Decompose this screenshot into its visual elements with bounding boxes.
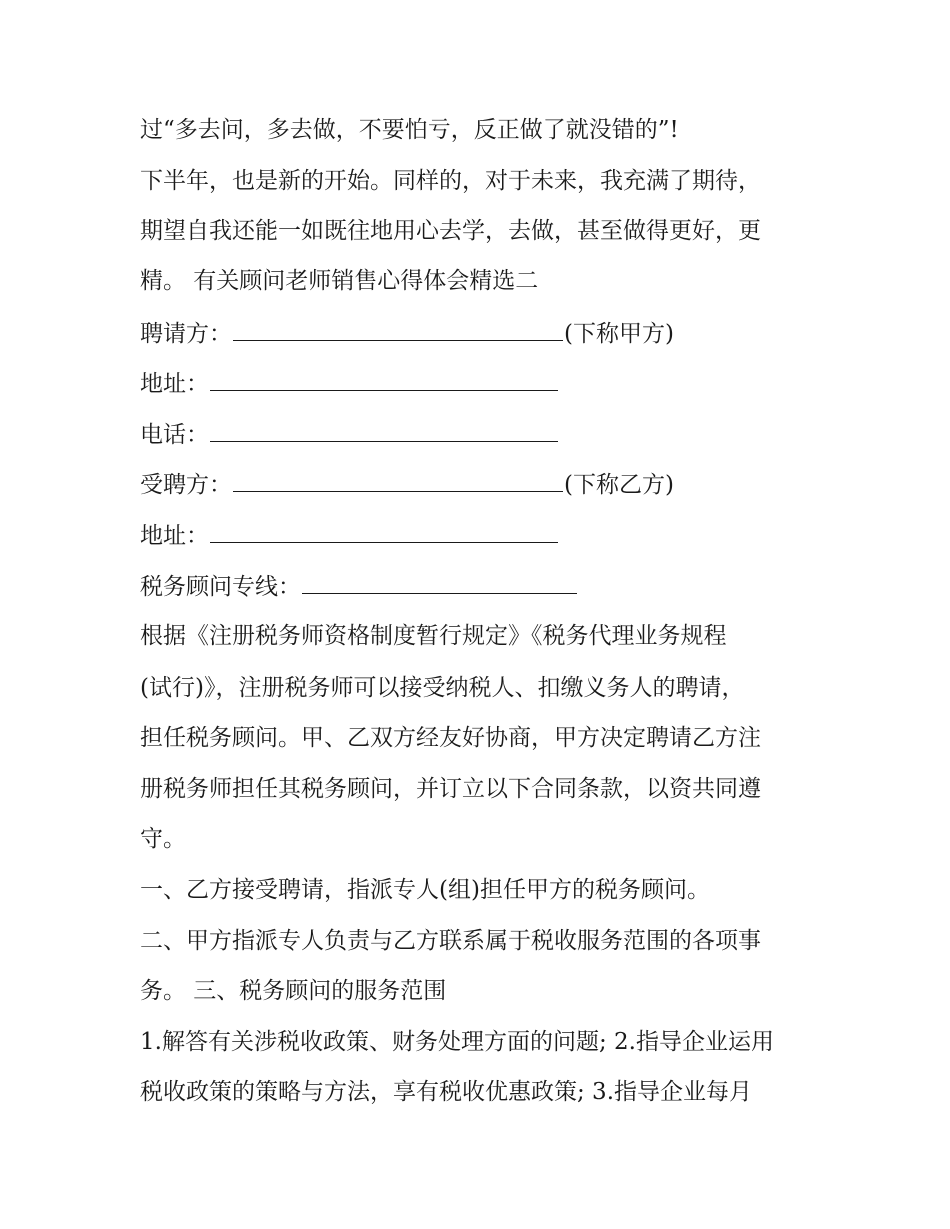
body-line: 1.解答有关涉税收政策、财务处理方面的问题; 2.指导企业运用 (140, 1029, 774, 1055)
body-line: 一、乙方接受聘请，指派专人(组)担任甲方的税务顾问。 (140, 877, 710, 903)
phone-label: 电话： (140, 422, 209, 448)
body-line: 税收政策的策略与方法，享有税收优惠政策; 3.指导企业每月 (140, 1079, 753, 1105)
address2-row (140, 520, 559, 551)
phone-blank[interactable] (210, 419, 558, 442)
address1-blank[interactable] (210, 368, 558, 391)
address1-row (140, 368, 559, 399)
text-line: 期望自我还能一如既往地用心去学，去做，甚至做得更好，更 (140, 218, 761, 244)
hotline-label: 税务顾问专线： (140, 574, 301, 600)
address1-label: 地址： (140, 371, 209, 397)
employer-label: 聘请方： (140, 321, 232, 347)
hotline-row (140, 571, 578, 602)
text-line: 精。 有关顾问老师销售心得体会精选二 (140, 268, 539, 294)
body-line: 根据《注册税务师资格制度暂行规定》《税务代理业务规程 (140, 623, 727, 649)
body-line: 担任税务顾问。甲、乙双方经友好协商，甲方决定聘请乙方注 (140, 725, 761, 751)
address2-blank[interactable] (210, 520, 558, 543)
phone-row (140, 419, 559, 450)
employee-label: 受聘方： (140, 472, 232, 498)
employer-row (140, 318, 674, 349)
employee-blank[interactable] (233, 469, 563, 492)
hotline-blank[interactable] (302, 571, 577, 594)
body-line: 守。 (140, 826, 186, 852)
employer-suffix: (下称甲方) (564, 321, 674, 347)
text-line: 过“多去问，多去做，不要怕亏，反正做了就没错的”! (140, 117, 679, 143)
employer-blank[interactable] (233, 318, 563, 341)
text-line: 下半年，也是新的开始。同样的，对于未来，我充满了期待， (140, 168, 761, 194)
employee-row (140, 469, 674, 500)
body-line: (试行)》，注册税务师可以接受纳税人、扣缴义务人的聘请， (140, 675, 745, 701)
employee-suffix: (下称乙方) (564, 472, 674, 498)
body-line: 册税务师担任其税务顾问，并订立以下合同条款，以资共同遵 (140, 776, 761, 802)
body-line: 务。 三、税务顾问的服务范围 (140, 978, 447, 1004)
address2-label: 地址： (140, 523, 209, 549)
body-line: 二、甲方指派专人负责与乙方联系属于税收服务范围的各项事 (140, 928, 761, 954)
